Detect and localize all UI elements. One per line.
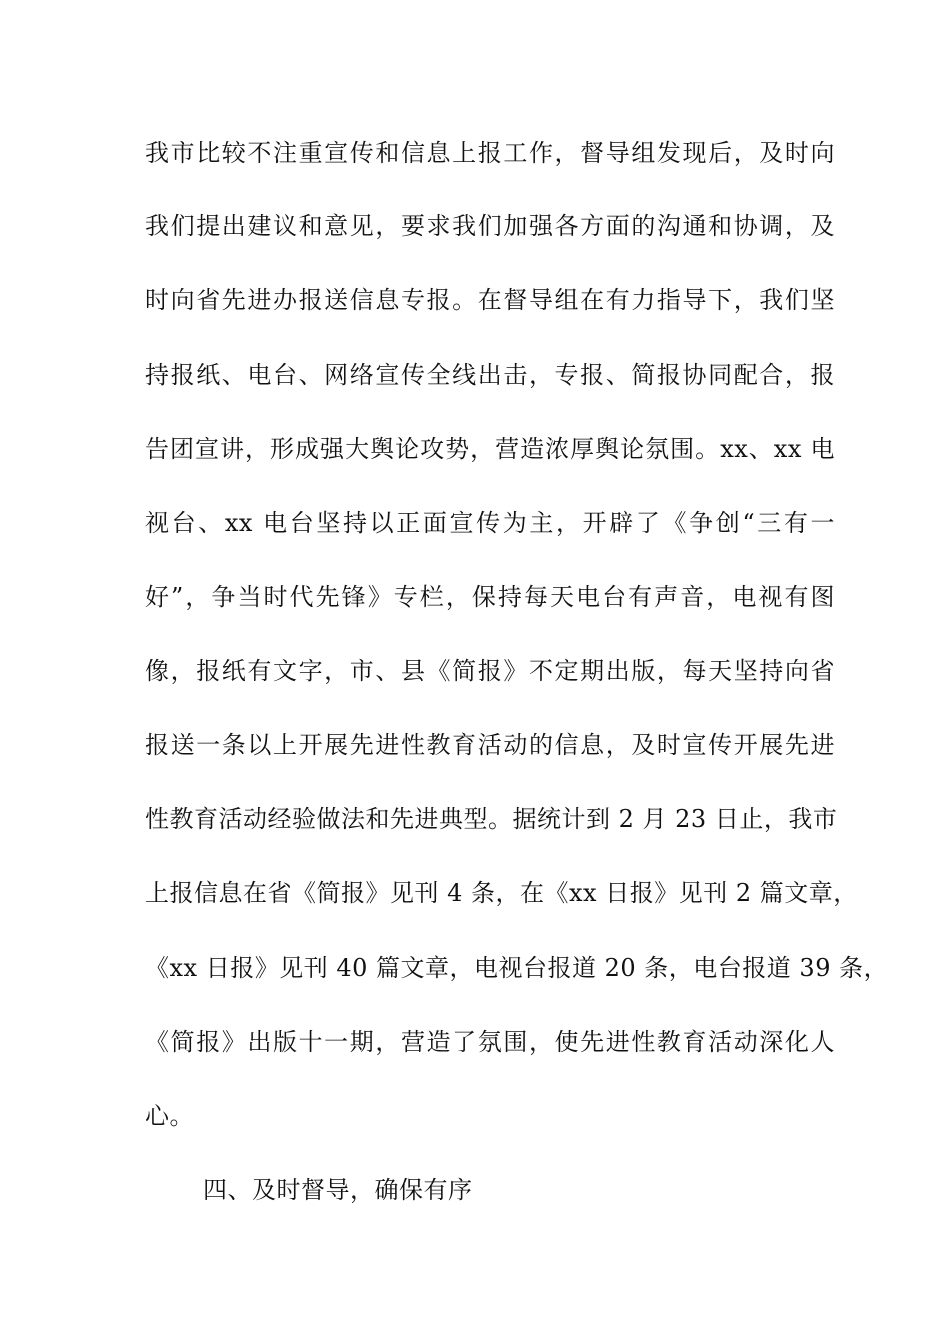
paragraph-line: 我市比较不注重宣传和信息上报工作，督导组发现后，及时向: [145, 139, 835, 167]
paragraph-line: 《简报》出版十一期，营造了氛围，使先进性教育活动深化人: [145, 1028, 835, 1056]
paragraph-line: 告团宣讲，形成强大舆论攻势，营造浓厚舆论氛围。xx、xx 电: [145, 435, 835, 463]
paragraph-line: 时向省先进办报送信息专报。在督导组在有力指导下，我们坚: [145, 286, 835, 314]
section-heading: 四、及时督导，确保有序: [203, 1176, 473, 1204]
paragraph-last-line: 心。: [145, 1102, 194, 1130]
paragraph-line: 《xx 日报》见刊 40 篇文章，电视台报道 20 条，电台报道 39 条，: [145, 954, 889, 982]
paragraph-line: 上报信息在省《简报》见刊 4 条，在《xx 日报》见刊 2 篇文章，: [145, 879, 858, 907]
paragraph-line: 视台、xx 电台坚持以正面宣传为主，开辟了《争创“三有一: [145, 509, 835, 537]
paragraph-line: 像，报纸有文字，市、县《简报》不定期出版，每天坚持向省: [145, 657, 835, 685]
paragraph-line: 持报纸、电台、网络宣传全线出击，专报、简报协同配合，报: [145, 361, 835, 389]
paragraph-line: 好”，争当时代先锋》专栏，保持每天电台有声音，电视有图: [145, 583, 835, 611]
paragraph-line: 性教育活动经验做法和先进典型。据统计到 2 月 23 日止，我市: [145, 805, 838, 833]
paragraph-line: 我们提出建议和意见，要求我们加强各方面的沟通和协调，及: [145, 212, 835, 240]
paragraph-line: 报送一条以上开展先进性教育活动的信息，及时宣传开展先进: [145, 731, 835, 759]
